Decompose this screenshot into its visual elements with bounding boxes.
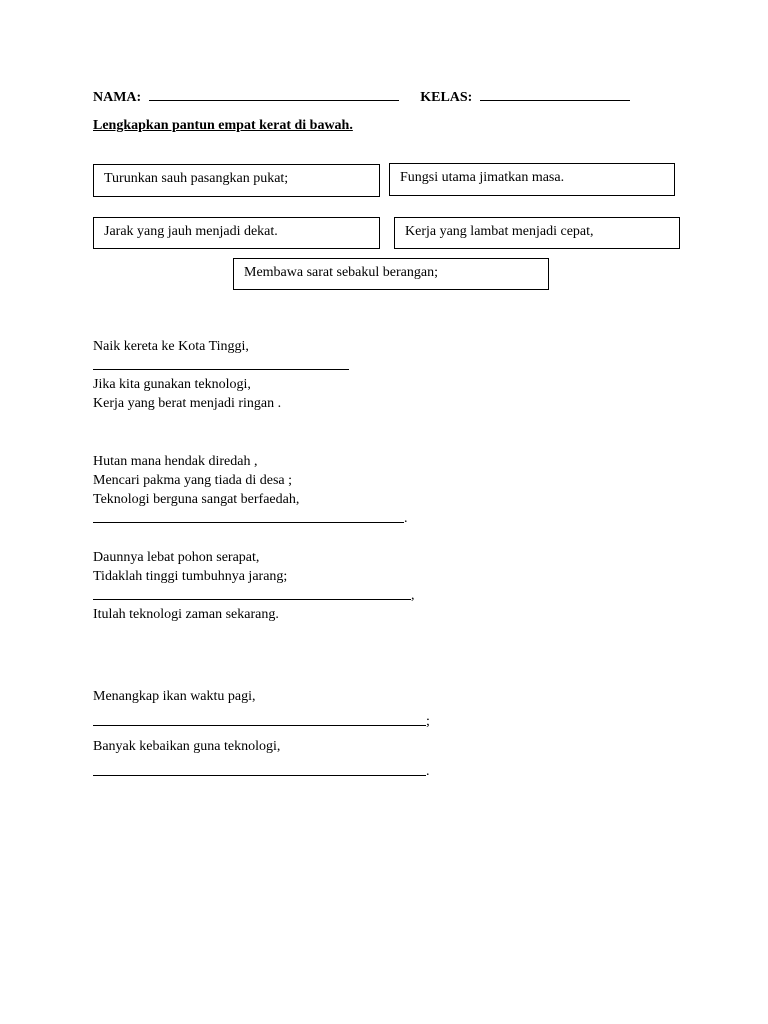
nama-label: NAMA:	[93, 90, 142, 105]
option-box-1: Turunkan sauh pasangkan pukat;	[93, 164, 380, 197]
pantun-3	[93, 548, 415, 624]
pantun-line: Mencari pakma yang tiada di desa ;	[93, 473, 293, 488]
pantun-line: Naik kereta ke Kota Tinggi,	[93, 339, 249, 354]
pantun-line: Tidaklah tinggi tumbuhnya jarang;	[93, 569, 288, 584]
option-box-5: Membawa sarat sebakul berangan;	[233, 258, 549, 290]
pantun-line: Menangkap ikan waktu pagi,	[93, 689, 256, 704]
instruction-heading: Lengkapkan pantun empat kerat di bawah.	[93, 118, 353, 133]
pantun-answer-blank[interactable]	[93, 759, 430, 784]
pantun-2	[93, 452, 408, 528]
blank-punctuation: .	[426, 764, 430, 779]
pantun-line: Jika kita gunakan teknologi,	[93, 377, 251, 392]
pantun-line: Banyak kebaikan guna teknologi,	[93, 739, 281, 754]
option-box-4: Kerja yang lambat menjadi cepat,	[394, 217, 680, 249]
kelas-blank[interactable]	[480, 88, 630, 101]
kelas-label: KELAS:	[420, 90, 473, 105]
pantun-line: Itulah teknologi zaman sekarang.	[93, 607, 279, 622]
pantun-answer-blank[interactable]	[93, 356, 349, 375]
pantun-line: Teknologi berguna sangat berfaedah,	[93, 492, 300, 507]
option-box-3: Jarak yang jauh menjadi dekat.	[93, 217, 380, 249]
pantun-answer-blank[interactable]	[93, 509, 408, 528]
blank-punctuation: ,	[411, 588, 415, 603]
pantun-4	[93, 684, 430, 784]
pantun-answer-blank[interactable]	[93, 709, 430, 734]
pantun-line: Daunnya lebat pohon serapat,	[93, 550, 260, 565]
pantun-answer-blank[interactable]	[93, 586, 415, 605]
pantun-1	[93, 337, 349, 413]
option-box-2: Fungsi utama jimatkan masa.	[389, 163, 675, 196]
nama-blank[interactable]	[149, 88, 399, 101]
pantun-line: Hutan mana hendak diredah ,	[93, 454, 258, 469]
student-info-header	[93, 88, 630, 106]
blank-punctuation: ;	[426, 714, 430, 729]
pantun-line: Kerja yang berat menjadi ringan .	[93, 396, 282, 411]
blank-punctuation: .	[404, 511, 408, 526]
